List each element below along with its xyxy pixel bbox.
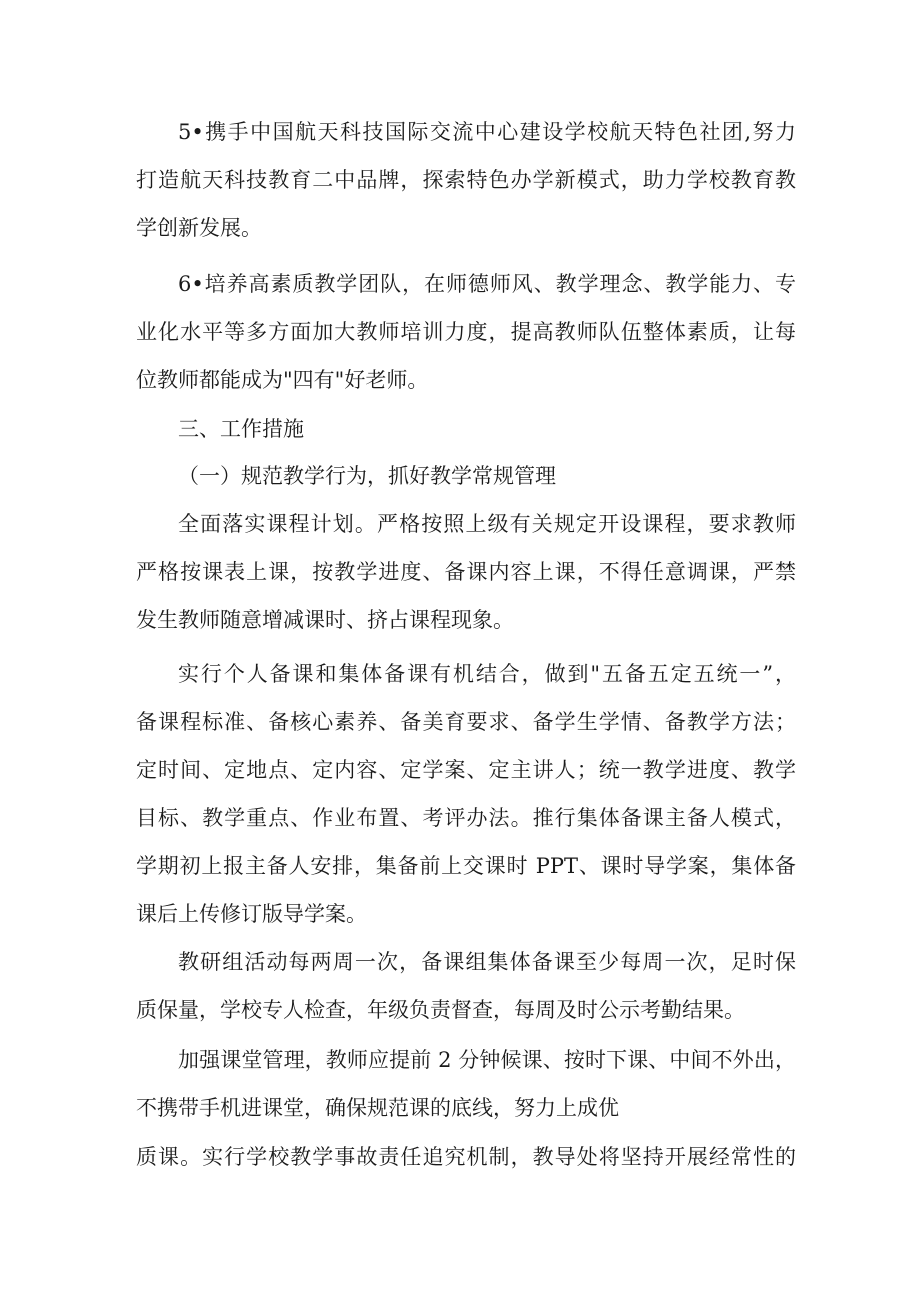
paragraph-lesson-prep: [136, 650, 796, 938]
text-line: 定时间、定地点、定内容、定学案、定主讲人；统一教学进度、教学: [136, 758, 796, 782]
text-line: 目标、教学重点、作业布置、考评办法。推行集体备课主备人模式，: [136, 806, 796, 830]
paragraph-accountability: [136, 1133, 796, 1181]
text-line: 课后上传修订版导学案。: [136, 902, 367, 926]
paragraph-teaching-research: [136, 938, 796, 1034]
text-line: 学期初上报主备人安排，集备前上交课时 PPT、课时导学案，集体备: [136, 854, 796, 878]
section-heading: 三、工作措施: [178, 417, 304, 441]
text-line: 业化水平等多方面加大教师培训力度，提高教师队伍整体素质，让每: [136, 320, 796, 344]
text-line: 5•携手中国航天科技国际交流中心建设学校航天特色社团,努力: [178, 120, 796, 144]
goal-item-6: [136, 260, 796, 404]
text-line: 全面落实课程计划。严格按照上级有关规定开设课程，要求教师: [178, 512, 796, 536]
paragraph-classroom-management: [136, 1036, 796, 1132]
text-line: 实行个人备课和集体备课有机结合，做到"五备五定五统一”，: [178, 662, 796, 686]
text-line: 发生教师随意增减课时、挤占课程现象。: [136, 608, 514, 632]
text-line: 学创新发展。: [136, 216, 262, 240]
goal-item-5: [136, 108, 796, 252]
subsection-heading: （一）规范教学行为，抓好教学常规管理: [178, 464, 556, 488]
text-line: 位教师都能成为"四有"好老师。: [136, 368, 429, 392]
text-line: 不携带手机进课堂，确保规范课的底线，努力上成优: [136, 1096, 619, 1120]
text-line: 质课。实行学校教学事故责任追究机制，教导处将坚持开展经常性的: [136, 1145, 796, 1169]
text-line: 备课程标准、备核心素养、备美育要求、备学生学情、备教学方法；: [136, 710, 796, 734]
text-line: 教研组活动每两周一次，备课组集体备课至少每周一次，足时保: [178, 950, 796, 974]
text-line: 6•培养高素质教学团队，在师德师风、教学理念、教学能力、专: [178, 272, 796, 296]
text-line: 严格按课表上课，按教学进度、备课内容上课，不得任意调课，严禁: [136, 560, 796, 584]
paragraph-course-plan: [136, 500, 796, 644]
text-line: 质保量，学校专人检查，年级负责督查，每周及时公示考勤结果。: [136, 998, 745, 1022]
text-line: 加强课堂管理，教师应提前 2 分钟候课、按时下课、中间不外出，: [178, 1048, 796, 1072]
text-line: 打造航天科技教育二中品牌，探索特色办学新模式，助力学校教育教: [136, 168, 796, 192]
